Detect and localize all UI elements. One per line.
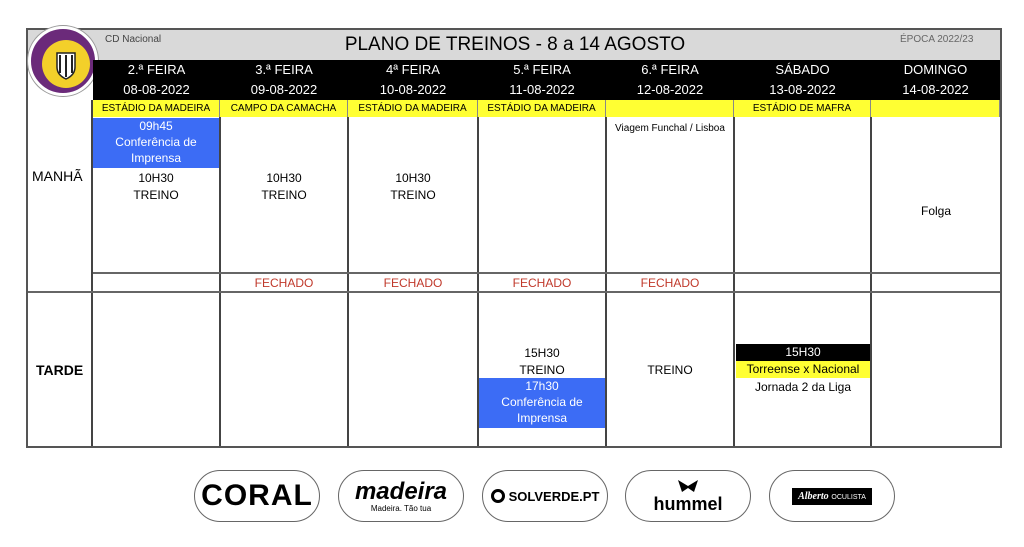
venue-thu: ESTÁDIO DA MADEIRA — [478, 100, 606, 117]
page-title: PLANO DE TREINOS - 8 a 14 AGOSTO — [344, 34, 686, 55]
training-fri: TREINO — [647, 363, 693, 377]
day-date: 11-08-2022 — [509, 82, 575, 97]
sponsor-tagline: Madeira. Tão tua — [370, 503, 432, 513]
day-header-mon — [93, 60, 220, 100]
sponsor-madeira — [338, 470, 464, 522]
sponsor-label: SOLVERDE.PT — [508, 488, 600, 504]
day-header-sun — [871, 60, 1000, 100]
season-label: ÉPOCA 2022/23 — [900, 34, 974, 45]
event-label: TREINO — [390, 188, 436, 202]
training-thu — [479, 345, 605, 379]
sponsor-alberto — [769, 470, 895, 522]
day-name: SÁBADO — [775, 62, 830, 77]
row-divider — [28, 291, 1000, 293]
event-time: 09h45 — [139, 119, 173, 133]
match-time-sat: 15H30 — [736, 344, 870, 361]
training-tue — [221, 170, 347, 204]
sponsor-label: hummel — [653, 494, 723, 514]
venue-wed: ESTÁDIO DA MADEIRA — [348, 100, 478, 117]
day-header-tue — [220, 60, 348, 100]
row-divider — [93, 272, 1000, 274]
event-label: TREINO — [261, 188, 307, 202]
col-divider — [870, 117, 872, 446]
day-header-wed — [348, 60, 478, 100]
day-header-sat — [734, 60, 871, 100]
sponsor-hummel — [625, 470, 751, 522]
crest-icon — [31, 29, 101, 99]
day-name: 4ª FEIRA — [386, 62, 440, 77]
day-header-fri — [606, 60, 734, 100]
row-label-morning: MANHÃ — [32, 168, 83, 184]
closed-thu: FECHADO — [512, 276, 572, 290]
club-name: CD Nacional — [105, 34, 162, 45]
event-time: 17h30 — [525, 379, 559, 393]
day-name: 2.ª FEIRA — [127, 62, 186, 77]
match-competition-sat: Jornada 2 da Liga — [754, 380, 852, 394]
day-date: 10-08-2022 — [379, 82, 447, 97]
match-teams-sat: Torreense x Nacional — [736, 361, 870, 378]
venue-sat: ESTÁDIO DE MAFRA — [734, 100, 871, 117]
day-name: 5.ª FEIRA — [513, 62, 571, 77]
col-divider — [733, 117, 735, 446]
venue-fri — [606, 100, 734, 117]
day-date: 13-08-2022 — [769, 82, 836, 97]
event-time: 10H30 — [395, 171, 431, 185]
event-label: Conferência de Imprensa — [501, 395, 583, 425]
club-logo — [28, 26, 98, 96]
day-date: 12-08-2022 — [636, 82, 704, 97]
event-time: 15H30 — [524, 346, 560, 360]
event-time: 10H30 — [266, 171, 302, 185]
training-wed — [349, 170, 477, 204]
venue-sun — [871, 100, 1000, 117]
row-label-afternoon: TARDE — [36, 362, 84, 378]
press-conference-mon — [93, 118, 219, 168]
day-date: 09-08-2022 — [250, 82, 318, 97]
solverde-icon — [491, 489, 505, 503]
sponsor-label: CORAL — [201, 479, 313, 512]
hummel-bee-icon — [676, 478, 700, 494]
venue-tue: CAMPO DA CAMACHA — [220, 100, 348, 117]
sponsor-solverde — [482, 470, 608, 522]
closed-fri: FECHADO — [640, 276, 700, 290]
closed-wed: FECHADO — [383, 276, 443, 290]
event-label: TREINO — [133, 188, 179, 202]
closed-tue: FECHADO — [254, 276, 314, 290]
day-date: 08-08-2022 — [123, 82, 190, 97]
day-name: 3.ª FEIRA — [255, 62, 313, 77]
day-name: 6.ª FEIRA — [641, 62, 699, 77]
day-date: 14-08-2022 — [902, 82, 969, 97]
venue-mon: ESTÁDIO DA MADEIRA — [93, 100, 220, 117]
event-label: TREINO — [519, 363, 565, 377]
sponsor-label: Alberto — [798, 490, 829, 502]
rest-sun: Folga — [920, 204, 952, 218]
sponsor-label: madeira — [354, 477, 448, 505]
sponsor-coral — [194, 470, 320, 522]
event-label: Conferência de Imprensa — [115, 135, 197, 165]
day-name: DOMINGO — [903, 62, 968, 77]
sponsor-sublabel: OCULISTA — [831, 493, 866, 501]
day-header-thu — [478, 60, 606, 100]
alberto-badge — [792, 488, 872, 505]
travel-fri: Viagem Funchal / Lisboa — [615, 123, 725, 134]
training-mon — [93, 170, 219, 204]
press-conference-thu — [479, 378, 605, 428]
event-time: 10H30 — [138, 171, 174, 185]
